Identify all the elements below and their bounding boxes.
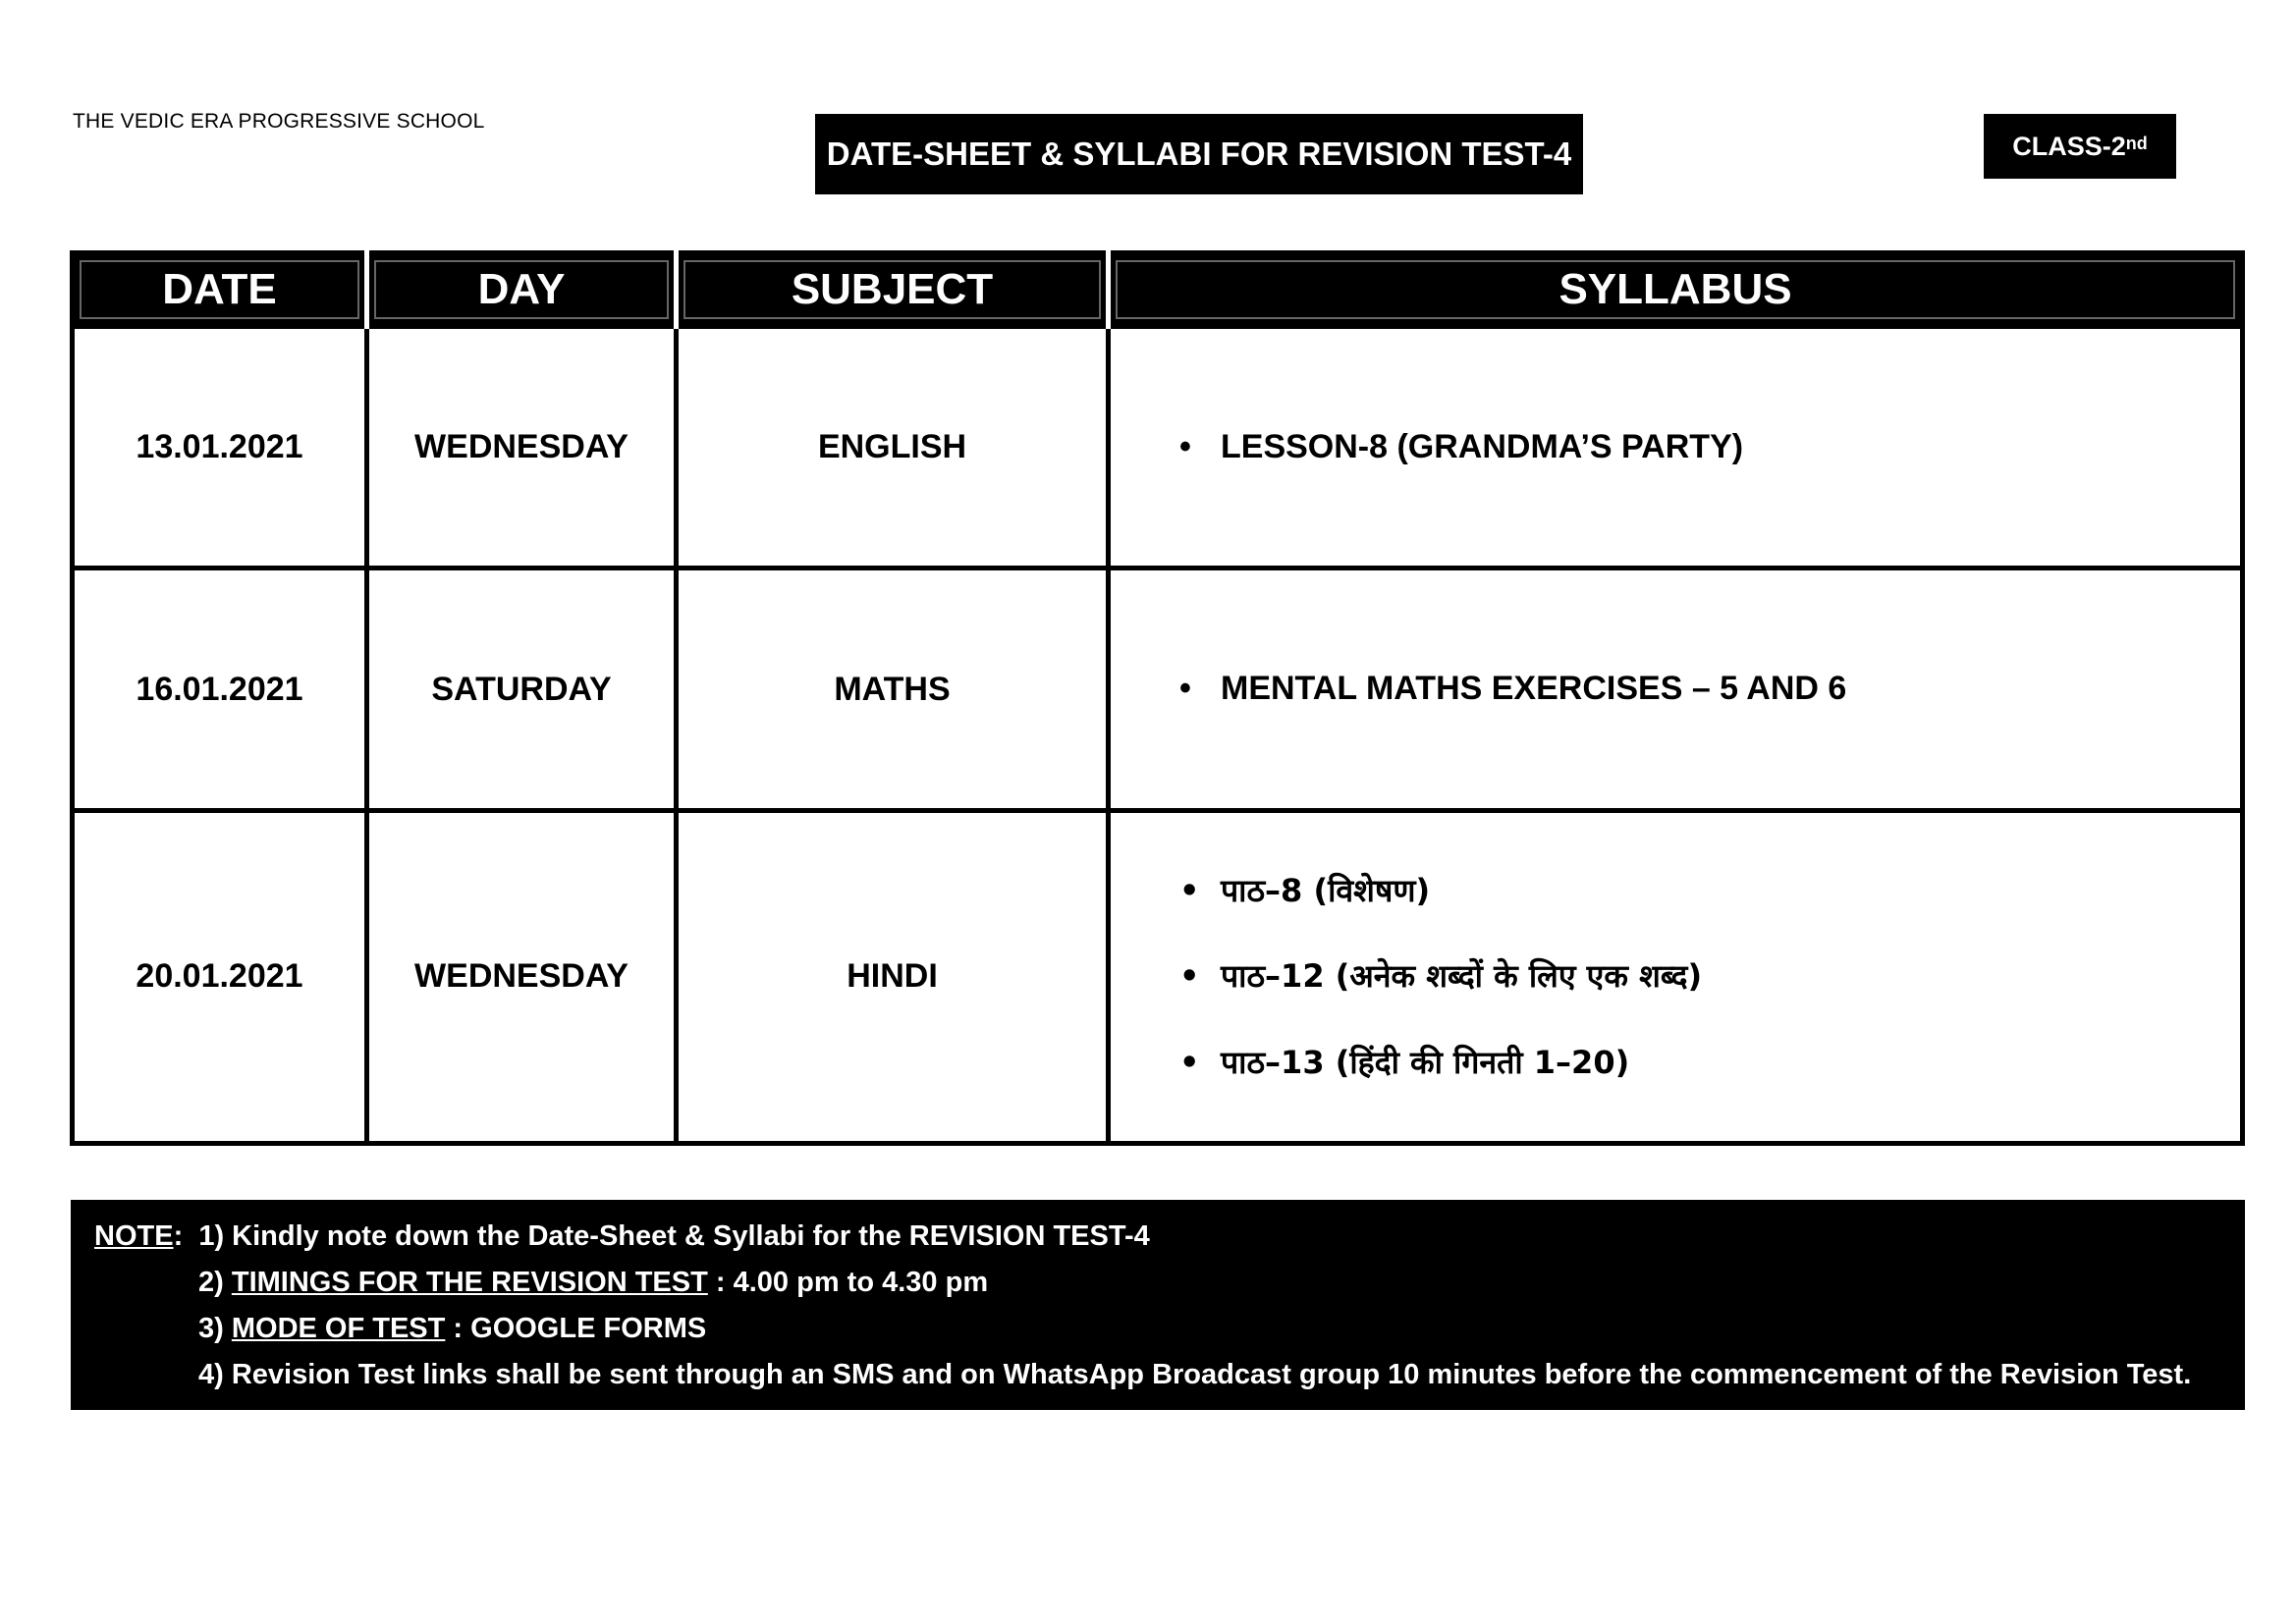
day-cell: SATURDAY: [367, 568, 677, 810]
subject-cell: MATHS: [677, 568, 1109, 810]
table-row: [73, 568, 2243, 810]
note-line-3-number: 3): [198, 1313, 224, 1344]
syllabus-list: [1179, 671, 2240, 707]
date-sheet-table: [70, 250, 2245, 1146]
syllabus-item: • पाठ–12 (अनेक शब्दों के लिए एक शब्द): [1179, 959, 2240, 994]
table-header-row: [73, 253, 2243, 327]
syllabus-list: [1179, 874, 2240, 1080]
syllabus-cell: [1109, 327, 2243, 568]
document-title: [815, 114, 1583, 194]
column-header-syllabus: SYLLABUS: [1109, 253, 2243, 327]
school-name: THE VEDIC ERA PROGRESSIVE SCHOOL: [73, 110, 485, 133]
note-line-1-text: 1) Kindly note down the Date-Sheet & Syllabi for the REVISION TEST-4: [198, 1220, 1150, 1252]
class-label: CLASS-2: [2012, 131, 2126, 161]
timings-value: : 4.00 pm to 4.30 pm: [707, 1267, 989, 1298]
document-title-text: DATE-SHEET & SYLLABI FOR REVISION TEST-4: [826, 135, 1572, 172]
note-line-3: [94, 1306, 2245, 1352]
column-header-date: DATE: [73, 253, 367, 327]
note-label: NOTE: [94, 1220, 174, 1252]
syllabus-item: • LESSON-8 (GRANDMA’S PARTY): [1179, 429, 2240, 465]
date-cell: 13.01.2021: [73, 327, 367, 568]
date-cell: 16.01.2021: [73, 568, 367, 810]
note-line-4: 4) Revision Test links shall be sent through an SMS and on WhatsApp Broadcast group 10 minutes before the commencement of the Revision Test.: [198, 1359, 2192, 1390]
syllabus-list: [1179, 429, 2240, 465]
syllabus-item: • पाठ–13 (हिंदी की गिनती 1–20): [1179, 1046, 2240, 1080]
timings-label: TIMINGS FOR THE REVISION TEST: [231, 1267, 708, 1298]
note-line-2-number: 2): [198, 1267, 224, 1298]
syllabus-item: • MENTAL MATHS EXERCISES – 5 AND 6: [1179, 671, 2240, 707]
syllabus-cell: [1109, 568, 2243, 810]
day-cell: WEDNESDAY: [367, 327, 677, 568]
mode-label: MODE OF TEST: [231, 1313, 446, 1344]
class-suffix: nd: [2125, 133, 2148, 153]
note-line-2: [94, 1260, 2245, 1306]
syllabus-cell: [1109, 810, 2243, 1143]
date-cell: 20.01.2021: [73, 810, 367, 1143]
syllabus-item: • पाठ–8 (विशेषण): [1179, 874, 2240, 908]
column-header-day: DAY: [367, 253, 677, 327]
note-box: [71, 1200, 2245, 1410]
class-badge: [1984, 114, 2176, 179]
note-line-1: NOTE: 1) Kindly note down the Date-Sheet & Syllabi for the REVISION TEST-4: [94, 1220, 1150, 1252]
day-cell: WEDNESDAY: [367, 810, 677, 1143]
table-row: [73, 327, 2243, 568]
mode-value: : GOOGLE FORMS: [445, 1313, 707, 1344]
column-header-subject: SUBJECT: [677, 253, 1109, 327]
subject-cell: HINDI: [677, 810, 1109, 1143]
table-row: [73, 810, 2243, 1143]
subject-cell: ENGLISH: [677, 327, 1109, 568]
